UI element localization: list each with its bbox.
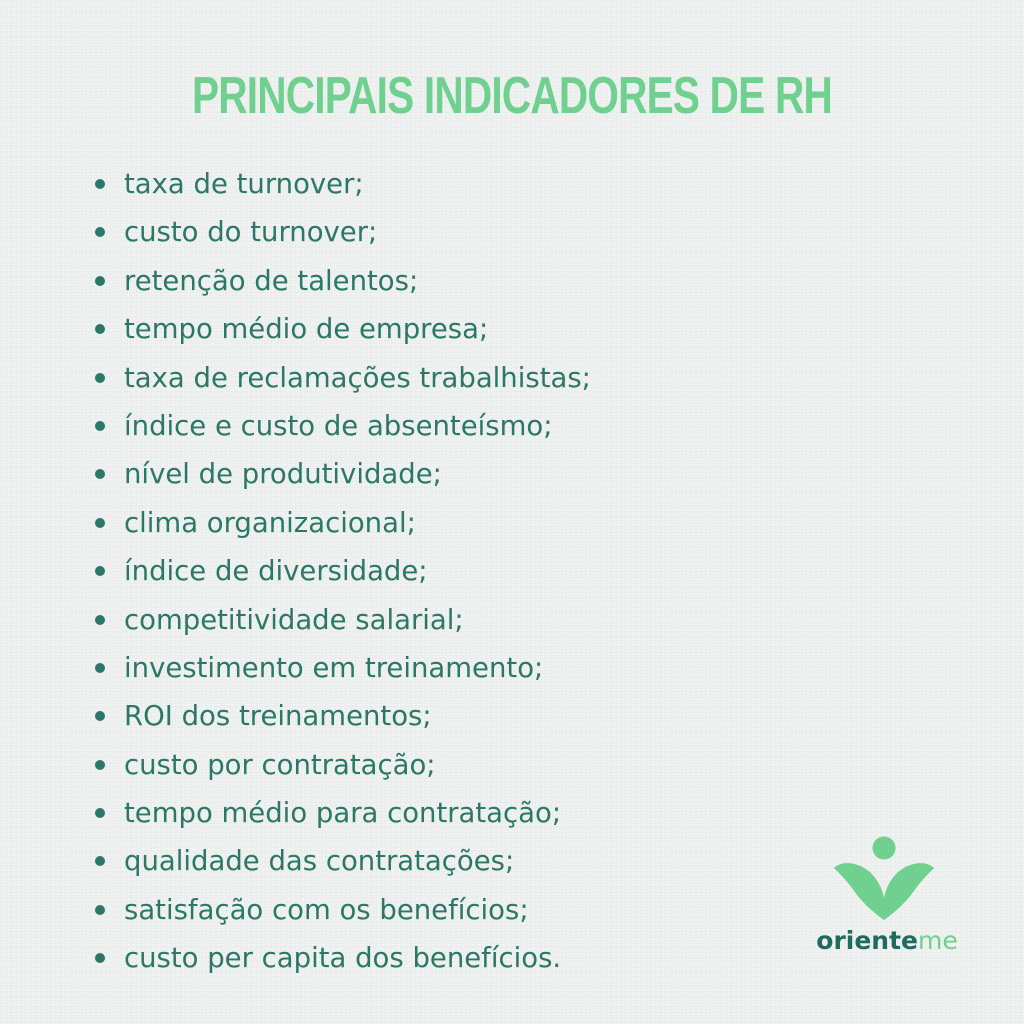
list-item [92,547,591,595]
bullet-icon [95,276,105,286]
list-item [92,208,591,256]
list-item [92,305,591,353]
list-item [92,354,591,402]
list-item [92,692,591,740]
indicator-list [92,160,591,983]
list-item-label: tempo médio para contratação; [124,797,562,830]
brand-name-part2: me [918,926,958,955]
list-item [92,402,591,450]
list-item [92,934,591,982]
page-title: PRINCIPAIS INDICADORES DE RH [192,67,832,125]
list-item-label: taxa de reclamações trabalhistas; [124,361,591,394]
list-item [92,837,591,885]
list-item [92,741,591,789]
bullet-icon [95,179,105,189]
bullet-icon [95,856,105,866]
list-item-label: custo per capita dos benefícios. [124,942,562,975]
list-item [92,886,591,934]
list-item-label: satisfação com os benefícios; [124,893,529,926]
list-item-label: custo por contratação; [124,748,436,781]
brand-logo [812,834,962,960]
brand-wordmark [812,926,962,956]
list-item [92,257,591,305]
list-item-label: índice e custo de absenteísmo; [124,409,553,442]
list-item-label: custo do turnover; [124,216,378,249]
list-item [92,499,591,547]
bullet-icon [95,905,105,915]
list-item-label: clima organizacional; [124,506,416,539]
list-item-label: qualidade das contratações; [124,845,515,878]
bullet-icon [95,421,105,431]
list-item-label: retenção de talentos; [124,264,419,297]
list-item-label: índice de diversidade; [124,555,428,588]
list-item-label: ROI dos treinamentos; [124,700,432,733]
list-item-label: taxa de turnover; [124,168,364,200]
bullet-icon [95,808,105,818]
list-item [92,644,591,692]
bullet-icon [95,324,105,334]
bullet-icon [95,615,105,625]
bullet-icon [95,518,105,528]
bullet-icon [95,953,105,963]
list-item-label: competitividade salarial; [124,603,464,636]
bullet-icon [95,760,105,770]
list-item [92,160,591,208]
bullet-icon [95,663,105,673]
bullet-icon [95,373,105,383]
person-leaf-icon [832,834,936,924]
list-item-label: nível de produtividade; [124,458,442,491]
bullet-icon [95,227,105,237]
list-item-label: tempo médio de empresa; [124,313,489,346]
bullet-icon [95,469,105,479]
list-item [92,789,591,837]
list-item [92,596,591,644]
list-item [92,450,591,498]
bullet-icon [95,711,105,721]
brand-name-part1: oriente [816,926,918,955]
list-item-label: investimento em treinamento; [124,651,544,684]
bullet-icon [95,566,105,576]
